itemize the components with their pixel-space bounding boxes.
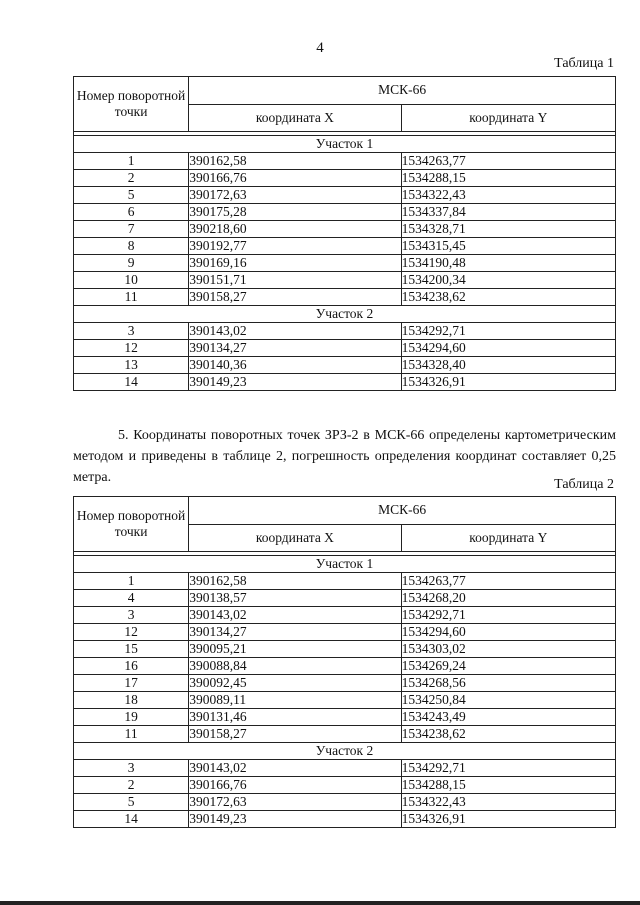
coordinate-x-cell: 390218,60: [189, 221, 401, 238]
point-number-cell: 3: [74, 607, 189, 624]
coordinate-x-cell: 390143,02: [189, 760, 401, 777]
point-number-cell: 12: [74, 340, 189, 357]
table-row: [74, 323, 616, 340]
point-number-cell: 16: [74, 658, 189, 675]
table-row: [74, 153, 616, 170]
coordinate-y-cell: 1534292,71: [401, 323, 615, 340]
header-coordinate-y: координата Y: [401, 104, 615, 132]
coordinate-y-cell: 1534294,60: [401, 340, 615, 357]
point-number-cell: 17: [74, 675, 189, 692]
point-number-cell: 14: [74, 374, 189, 391]
header-coordinate-y: координата Y: [401, 524, 615, 552]
table-row: [74, 170, 616, 187]
point-number-cell: 3: [74, 760, 189, 777]
coordinate-y-cell: 1534315,45: [401, 238, 615, 255]
section-title: Участок 2: [74, 306, 616, 323]
table-row: [74, 272, 616, 289]
coordinate-x-cell: 390131,46: [189, 709, 401, 726]
coordinate-y-cell: 1534269,24: [401, 658, 615, 675]
coordinates-table-1: [73, 76, 616, 391]
point-number-cell: 11: [74, 726, 189, 743]
point-number-cell: 4: [74, 590, 189, 607]
table-row: [74, 624, 616, 641]
table1-caption: Таблица 1: [554, 56, 614, 71]
table-row: [74, 374, 616, 391]
coordinate-y-cell: 1534288,15: [401, 170, 615, 187]
table-row: [74, 641, 616, 658]
coordinate-x-cell: 390172,63: [189, 794, 401, 811]
coordinate-x-cell: 390166,76: [189, 170, 401, 187]
point-number-cell: 14: [74, 811, 189, 828]
table-row: [74, 777, 616, 794]
point-number-cell: 1: [74, 153, 189, 170]
point-number-cell: 5: [74, 187, 189, 204]
coordinate-y-cell: 1534238,62: [401, 289, 615, 306]
point-number-cell: 15: [74, 641, 189, 658]
section-title: Участок 1: [74, 556, 616, 573]
coordinate-y-cell: 1534243,49: [401, 709, 615, 726]
coordinate-y-cell: 1534238,62: [401, 726, 615, 743]
coordinate-y-cell: 1534200,34: [401, 272, 615, 289]
table-row: [74, 289, 616, 306]
point-number-cell: 11: [74, 289, 189, 306]
coordinate-y-cell: 1534322,43: [401, 794, 615, 811]
table-row: [74, 573, 616, 590]
point-number-cell: 3: [74, 323, 189, 340]
table-row: [74, 255, 616, 272]
table-row: [74, 357, 616, 374]
point-number-cell: 6: [74, 204, 189, 221]
point-number-cell: 5: [74, 794, 189, 811]
point-number-cell: 2: [74, 777, 189, 794]
table-row: [74, 709, 616, 726]
coordinate-y-cell: 1534328,71: [401, 221, 615, 238]
section-header-row: [74, 556, 616, 573]
page-number: 4: [316, 40, 324, 56]
point-number-cell: 19: [74, 709, 189, 726]
coordinate-y-cell: 1534292,71: [401, 760, 615, 777]
coordinate-y-cell: 1534268,20: [401, 590, 615, 607]
header-coordinate-system: МСК-66: [189, 497, 616, 525]
coordinate-x-cell: 390149,23: [189, 811, 401, 828]
coordinate-y-cell: 1534292,71: [401, 607, 615, 624]
coordinate-x-cell: 390149,23: [189, 374, 401, 391]
header-point-number: Номер поворотной точки: [74, 497, 189, 552]
point-number-cell: 12: [74, 624, 189, 641]
section-header-row: [74, 306, 616, 323]
coordinate-x-cell: 390162,58: [189, 573, 401, 590]
section-title: Участок 2: [74, 743, 616, 760]
coordinate-x-cell: 390172,63: [189, 187, 401, 204]
table-row: [74, 811, 616, 828]
table-row: [74, 692, 616, 709]
coordinate-y-cell: 1534263,77: [401, 573, 615, 590]
point-number-cell: 13: [74, 357, 189, 374]
table-row: [74, 607, 616, 624]
coordinate-x-cell: 390175,28: [189, 204, 401, 221]
point-number-cell: 2: [74, 170, 189, 187]
table-row: [74, 340, 616, 357]
coordinate-x-cell: 390143,02: [189, 607, 401, 624]
coordinate-x-cell: 390151,71: [189, 272, 401, 289]
coordinate-y-cell: 1534263,77: [401, 153, 615, 170]
page-bottom-border: [0, 901, 640, 905]
coordinate-y-cell: 1534190,48: [401, 255, 615, 272]
coordinate-x-cell: 390192,77: [189, 238, 401, 255]
coordinate-y-cell: 1534328,40: [401, 357, 615, 374]
coordinate-x-cell: 390138,57: [189, 590, 401, 607]
coordinate-y-cell: 1534322,43: [401, 187, 615, 204]
table-row: [74, 658, 616, 675]
coordinate-y-cell: 1534337,84: [401, 204, 615, 221]
coordinate-x-cell: 390095,21: [189, 641, 401, 658]
section-header-row: [74, 743, 616, 760]
coordinate-y-cell: 1534303,02: [401, 641, 615, 658]
table2-caption: Таблица 2: [554, 477, 614, 492]
header-point-number: Номер поворотной точки: [74, 77, 189, 132]
coordinate-y-cell: 1534250,84: [401, 692, 615, 709]
table-row: [74, 675, 616, 692]
table-row: [74, 760, 616, 777]
coordinate-x-cell: 390134,27: [189, 340, 401, 357]
point-number-cell: 1: [74, 573, 189, 590]
coordinates-table-2: [73, 496, 616, 828]
coordinate-y-cell: 1534288,15: [401, 777, 615, 794]
point-number-cell: 18: [74, 692, 189, 709]
coordinate-y-cell: 1534326,91: [401, 811, 615, 828]
table-row: [74, 187, 616, 204]
coordinate-y-cell: 1534326,91: [401, 374, 615, 391]
coordinates-paragraph: [73, 425, 616, 488]
point-number-cell: 7: [74, 221, 189, 238]
coordinate-x-cell: 390169,16: [189, 255, 401, 272]
coordinate-x-cell: 390158,27: [189, 726, 401, 743]
section-header-row: [74, 136, 616, 153]
header-coordinate-x: координата X: [189, 524, 401, 552]
coordinate-y-cell: 1534268,56: [401, 675, 615, 692]
coordinate-x-cell: 390092,45: [189, 675, 401, 692]
header-coordinate-x: координата X: [189, 104, 401, 132]
section-title: Участок 1: [74, 136, 616, 153]
coordinate-x-cell: 390134,27: [189, 624, 401, 641]
coordinate-x-cell: 390140,36: [189, 357, 401, 374]
coordinate-y-cell: 1534294,60: [401, 624, 615, 641]
coordinate-x-cell: 390088,84: [189, 658, 401, 675]
table-row: [74, 238, 616, 255]
coordinate-x-cell: 390089,11: [189, 692, 401, 709]
table-row: [74, 590, 616, 607]
point-number-cell: 8: [74, 238, 189, 255]
coordinate-x-cell: 390143,02: [189, 323, 401, 340]
coordinate-x-cell: 390162,58: [189, 153, 401, 170]
table-row: [74, 794, 616, 811]
coordinate-x-cell: 390166,76: [189, 777, 401, 794]
coordinate-x-cell: 390158,27: [189, 289, 401, 306]
paragraph-text: 5. Координаты поворотных точек ЗРЗ-2 в МСК-66 определены картометрическим методом и приведены в таблице 2, погрешность определения координат составляет 0,25 метра.: [73, 428, 616, 485]
table-row: [74, 726, 616, 743]
table-row: [74, 204, 616, 221]
point-number-cell: 9: [74, 255, 189, 272]
header-coordinate-system: МСК-66: [189, 77, 616, 105]
table-row: [74, 221, 616, 238]
point-number-cell: 10: [74, 272, 189, 289]
